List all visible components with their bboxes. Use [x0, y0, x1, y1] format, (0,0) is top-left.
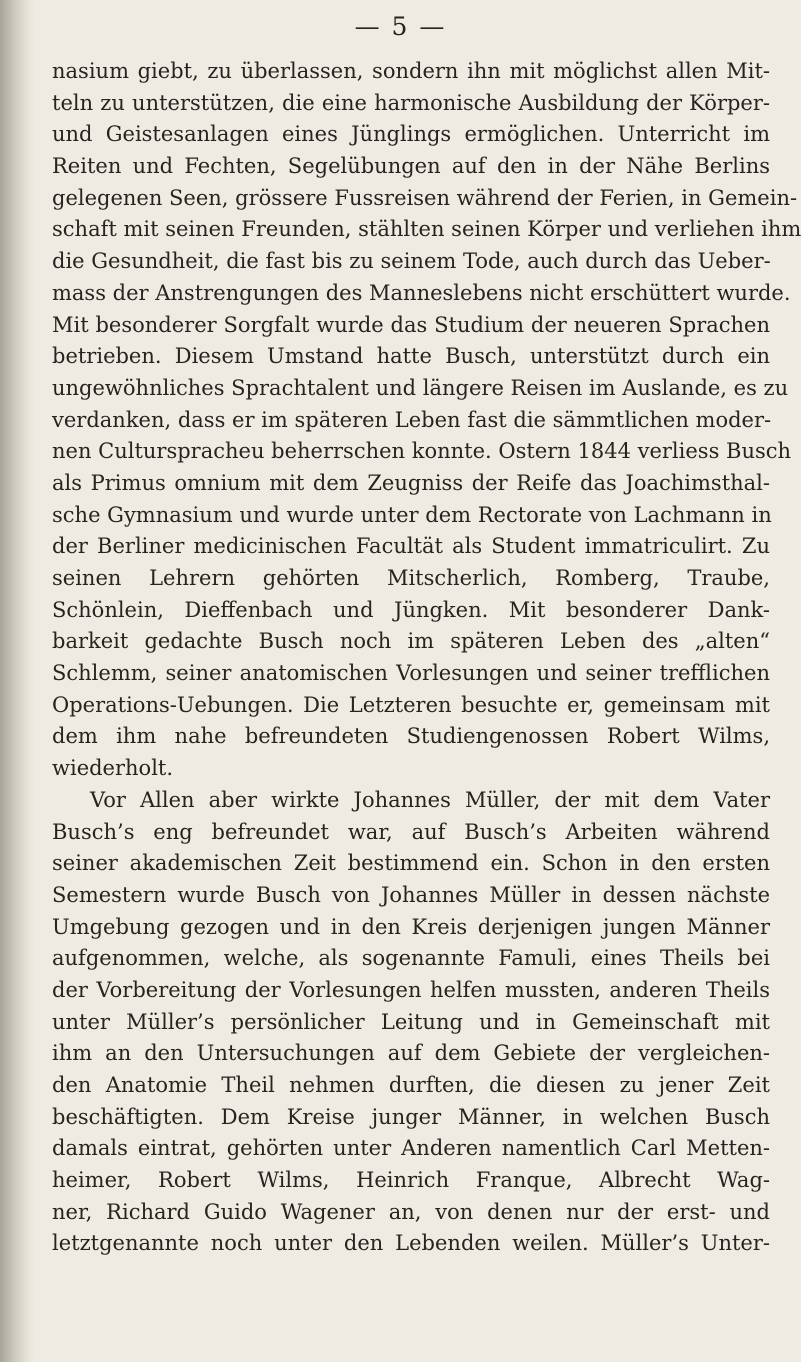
text-line: Schönlein, Dieffenbach und Jüngken. Mit besonderer Dank- — [52, 597, 770, 622]
text-line: teln zu unterstützen, die eine harmonische Ausbildung der Körper- — [52, 90, 770, 115]
text-line: Vor Allen aber wirkte Johannes Müller, der mit dem Vater — [90, 787, 770, 812]
text-line: betrieben. Diesem Umstand hatte Busch, unterstützt durch ein — [52, 344, 770, 369]
text-line: Schlemm, seiner anatomischen Vorlesungen und seiner trefflichen — [52, 661, 770, 686]
text-line: seinen Lehrern gehörten Mitscherlich, Romberg, Traube, — [52, 566, 770, 590]
text-line: der Berliner medicinischen Facultät als Student immatriculirt. Zu — [52, 534, 770, 559]
text-line: den Anatomie Theil nehmen durften, die diesen zu jener Zeit — [52, 1073, 770, 1097]
text-line: Semestern wurde Busch von Johannes Müller in dessen nächste — [52, 882, 770, 907]
text-line: aufgenommen, welche, als sogenannte Famuli, eines Theils bei — [52, 946, 770, 971]
text-line: sche Gymnasium und wurde unter dem Rectorate von Lachmann in — [52, 502, 772, 527]
text-line: der Vorbereitung der Vorlesungen helfen mussten, anderen Theils — [52, 977, 770, 1002]
text-line: unter Müller’s persönlicher Leitung und in Gemeinschaft mit — [52, 1009, 770, 1034]
page-number: — 5 — — [354, 12, 447, 41]
text-line: Umgebung gezogen und in den Kreis derjenigen jungen Männer — [52, 914, 770, 939]
text-line: schaft mit seinen Freunden, stählten seinen Körper und verliehen ihm — [52, 217, 801, 242]
text-line: als Primus omnium mit dem Zeugniss der Reife das Joachimsthal- — [52, 470, 770, 495]
text-line: verdanken, dass er im späteren Leben fast die sämmtlichen moder- — [52, 407, 772, 432]
text-line: ihm an den Untersuchungen auf dem Gebiete der vergleichen- — [52, 1041, 770, 1066]
text-line: Reiten und Fechten, Segelübungen auf den in der Nähe Berlins — [52, 154, 770, 179]
text-line: Busch’s eng befreundet war, auf Busch’s Arbeiten während — [52, 819, 770, 844]
text-line: ungewöhnliches Sprachtalent und längere Reisen im Auslande, es zu — [52, 375, 789, 400]
text-line: mass der Anstrengungen des Manneslebens nicht erschüttert wurde. — [52, 280, 791, 305]
text-line: seiner akademischen Zeit bestimmend ein. Schon in den ersten — [52, 851, 770, 876]
text-line: gelegenen Seen, grössere Fussreisen während der Ferien, in Gemein- — [52, 185, 798, 210]
text-line: barkeit gedachte Busch noch im späteren Leben des „alten“ — [52, 629, 770, 654]
text-line: beschäftigten. Dem Kreise junger Männer, in welchen Busch — [52, 1104, 770, 1129]
text-line: nen Culturspracheu beherrschen konnte. Ostern 1844 verliess Busch — [52, 439, 792, 464]
text-line: und Geistesanlagen eines Jünglings ermöglichen. Unterricht im — [52, 122, 770, 147]
text-line: letztgenannte noch unter den Lebenden weilen. Müller’s Unter- — [52, 1231, 770, 1256]
body-text — [52, 56, 801, 1260]
text-line: Mit besonderer Sorgfalt wurde das Studium der neueren Sprachen — [52, 312, 770, 337]
text-line: damals eintrat, gehörten unter Anderen namentlich Carl Metten- — [52, 1136, 770, 1161]
text-line: wiederholt. — [52, 756, 174, 781]
text-line: die Gesundheit, die fast bis zu seinem Tode, auch durch das Ueber- — [52, 249, 771, 274]
text-line: heimer, Robert Wilms, Heinrich Franque, Albrecht Wag- — [52, 1168, 770, 1193]
text-line: nasium giebt, zu überlassen, sondern ihn mit möglichst allen Mit- — [52, 59, 770, 83]
text-line: Operations-Uebungen. Die Letzteren besuchte er, gemeinsam mit — [52, 692, 770, 717]
text-line: dem ihm nahe befreundeten Studiengenossen Robert Wilms, — [52, 724, 770, 749]
text-line: ner, Richard Guido Wagener an, von denen nur der erst- und — [52, 1199, 770, 1224]
